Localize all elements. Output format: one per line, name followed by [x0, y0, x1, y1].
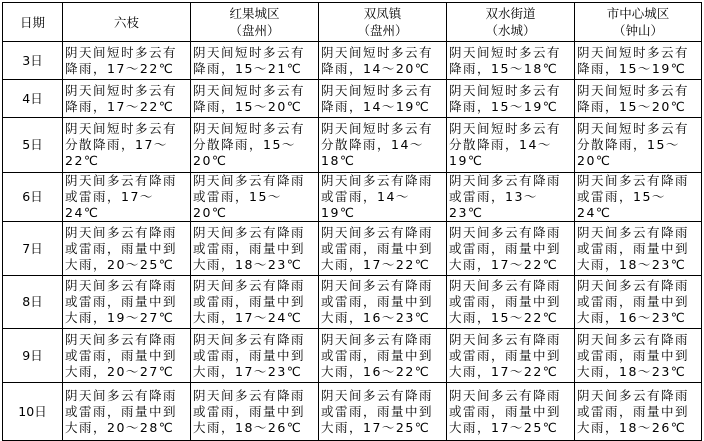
- table-row: [3, 173, 702, 222]
- forecast-cell: 阴天间多云有降雨或雷雨，雨量中到大雨，15～22℃: [447, 276, 575, 329]
- region-subname: （盘州）: [357, 23, 408, 38]
- forecast-cell: 阴天间短时多云有分散降雨，17～22℃: [63, 118, 191, 173]
- region-subname: （盘州）: [229, 23, 280, 38]
- forecast-cell: 阴天间多云有降雨或雷雨，雨量中到大雨，18～23℃: [575, 329, 702, 383]
- forecast-cell: 阴天间多云有降雨或雷雨，15～20℃: [191, 173, 319, 222]
- forecast-cell: 阴天间多云有降雨或雷雨，雨量中到大雨，17～22℃: [447, 329, 575, 383]
- forecast-cell: 阴天间短时多云有降雨，15～19℃: [575, 42, 702, 80]
- table-row: [3, 383, 702, 441]
- forecast-cell: 阴天间多云有降雨或雷雨，雨量中到大雨，20～25℃: [63, 222, 191, 276]
- date-cell: 4日: [3, 80, 63, 118]
- forecast-cell: 阴天间多云有降雨或雷雨，雨量中到大雨，17～25℃: [447, 383, 575, 441]
- region-name: 红果城区: [229, 6, 280, 21]
- forecast-cell: 阴天间短时多云有降雨，15～21℃: [191, 42, 319, 80]
- forecast-cell: 阴天间短时多云有降雨，15～18℃: [447, 42, 575, 80]
- forecast-cell: 阴天间多云有降雨或雷雨，雨量中到大雨，18～26℃: [191, 383, 319, 441]
- date-cell: 7日: [3, 222, 63, 276]
- date-cell: 8日: [3, 276, 63, 329]
- region-header: [575, 3, 702, 42]
- forecast-cell: 阴天间多云有降雨或雷雨，雨量中到大雨，20～27℃: [63, 329, 191, 383]
- forecast-cell: 阴天间短时多云有分散降雨，14～19℃: [447, 118, 575, 173]
- forecast-cell: 阴天间短时多云有分散降雨，15～20℃: [575, 118, 702, 173]
- forecast-cell: 阴天间多云有降雨或雷雨，雨量中到大雨，17～22℃: [319, 222, 447, 276]
- forecast-cell: 阴天间多云有降雨或雷雨，雨量中到大雨，20～28℃: [63, 383, 191, 441]
- forecast-cell: 阴天间多云有降雨或雷雨，雨量中到大雨，16～22℃: [319, 329, 447, 383]
- table-row: [3, 80, 702, 118]
- table-row: [3, 118, 702, 173]
- forecast-cell: 阴天间短时多云有降雨，17～22℃: [63, 80, 191, 118]
- forecast-cell: 阴天间多云有降雨或雷雨，14～19℃: [319, 173, 447, 222]
- region-name: 双凤镇: [363, 6, 402, 21]
- forecast-cell: 阴天间多云有降雨或雷雨，17～24℃: [63, 173, 191, 222]
- forecast-table: [2, 2, 702, 441]
- forecast-cell: 阴天间短时多云有分散降雨，15～20℃: [191, 118, 319, 173]
- forecast-cell: 阴天间短时多云有降雨，15～19℃: [447, 80, 575, 118]
- forecast-cell: 阴天间多云有降雨或雷雨，雨量中到大雨，16～23℃: [575, 276, 702, 329]
- forecast-cell: 阴天间短时多云有降雨，15～20℃: [191, 80, 319, 118]
- forecast-cell: 阴天间短时多云有降雨，14～20℃: [319, 42, 447, 80]
- forecast-cell: 阴天间多云有降雨或雷雨，雨量中到大雨，17～25℃: [319, 383, 447, 441]
- region-header: [63, 3, 191, 42]
- forecast-cell: 阴天间多云有降雨或雷雨，雨量中到大雨，17～23℃: [191, 329, 319, 383]
- region-subname: （钟山）: [612, 23, 663, 38]
- forecast-cell: 阴天间短时多云有分散降雨，14～18℃: [319, 118, 447, 173]
- region-name: 市中心城区: [606, 6, 670, 21]
- forecast-cell: 阴天间多云有降雨或雷雨，雨量中到大雨，18～26℃: [575, 383, 702, 441]
- forecast-cell: 阴天间多云有降雨或雷雨，雨量中到大雨，18～23℃: [191, 222, 319, 276]
- date-column-header: 日期: [3, 3, 63, 42]
- forecast-cell: 阴天间多云有降雨或雷雨，13～23℃: [447, 173, 575, 222]
- table-row: [3, 276, 702, 329]
- region-header: [319, 3, 447, 42]
- region-name: 双水街道: [485, 6, 536, 21]
- region-name: 六枝: [113, 14, 139, 30]
- region-subname: （水城）: [485, 23, 536, 38]
- forecast-cell: 阴天间短时多云有降雨，14～19℃: [319, 80, 447, 118]
- table-row: [3, 42, 702, 80]
- header-row: [3, 3, 702, 42]
- date-cell: 6日: [3, 173, 63, 222]
- table-row: [3, 222, 702, 276]
- date-cell: 9日: [3, 329, 63, 383]
- date-cell: 10日: [3, 383, 63, 441]
- date-cell: 5日: [3, 118, 63, 173]
- forecast-cell: 阴天间多云有降雨或雷雨，雨量中到大雨，17～22℃: [447, 222, 575, 276]
- forecast-cell: 阴天间多云有降雨或雷雨，雨量中到大雨，19～27℃: [63, 276, 191, 329]
- forecast-cell: 阴天间多云有降雨或雷雨，15～24℃: [575, 173, 702, 222]
- region-header: [447, 3, 575, 42]
- forecast-cell: 阴天间多云有降雨或雷雨，雨量中到大雨，18～23℃: [575, 222, 702, 276]
- region-header: [191, 3, 319, 42]
- date-cell: 3日: [3, 42, 63, 80]
- forecast-cell: 阴天间多云有降雨或雷雨，雨量中到大雨，16～23℃: [319, 276, 447, 329]
- forecast-cell: 阴天间短时多云有降雨，17～22℃: [63, 42, 191, 80]
- forecast-cell: 阴天间多云有降雨或雷雨，雨量中到大雨，17～24℃: [191, 276, 319, 329]
- forecast-cell: 阴天间短时多云有降雨，15～20℃: [575, 80, 702, 118]
- table-row: [3, 329, 702, 383]
